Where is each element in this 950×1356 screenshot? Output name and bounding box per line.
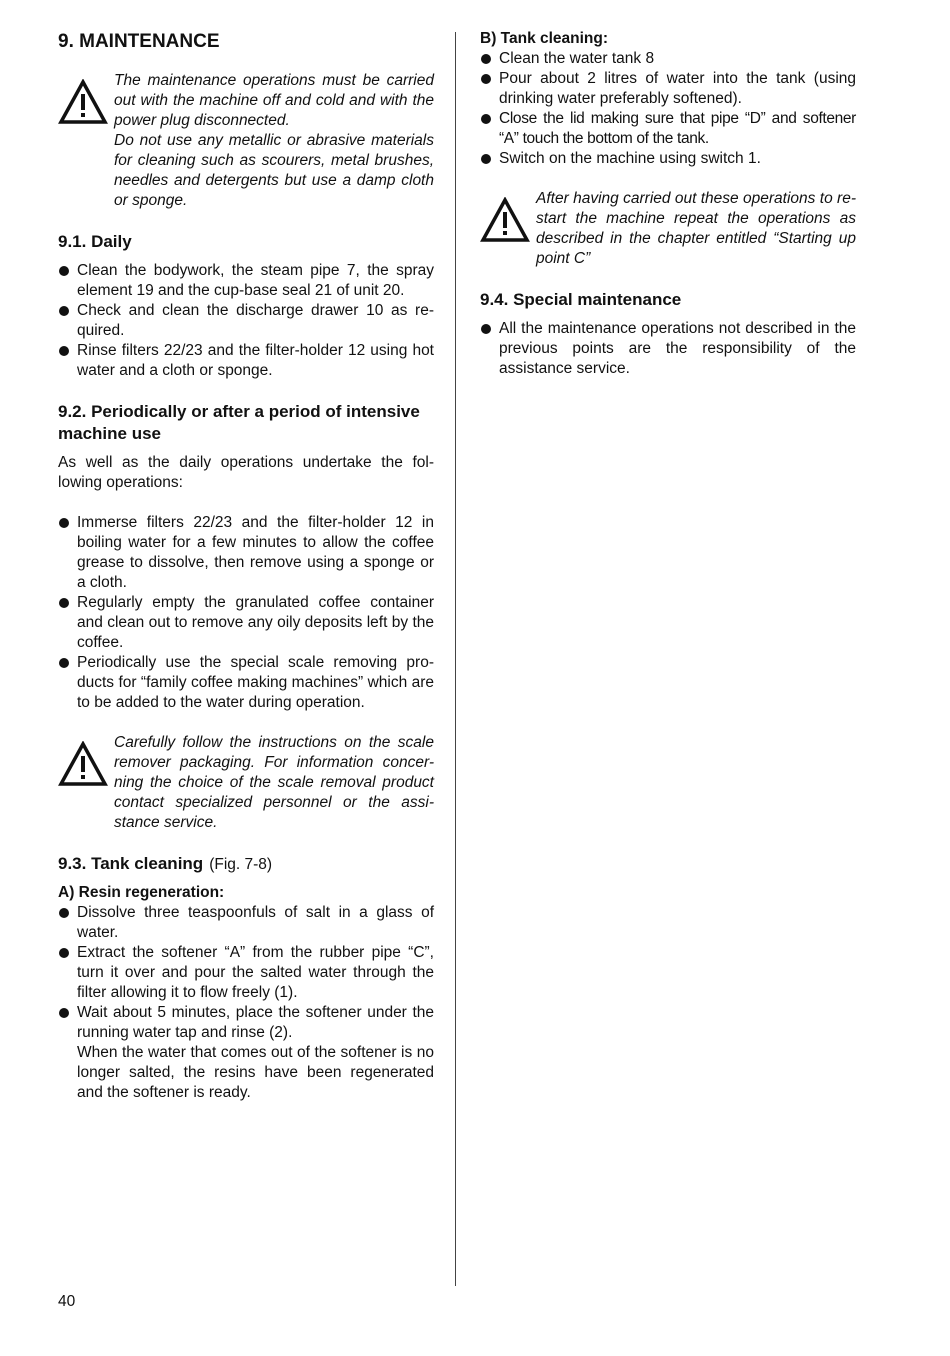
- list-item-text: Dissolve three teaspoonfuls of salt in a glass of water.: [77, 904, 434, 941]
- bullet-dot-icon: [481, 114, 491, 124]
- list-item-text: Regularly empty the granulated coffee container and clean out to remove any oily deposits left by the coffee.: [77, 594, 434, 651]
- column-divider: [455, 32, 456, 1286]
- tank-cleaning-title: B) Tank cleaning:: [480, 30, 609, 47]
- list-item-text: Pour about 2 litres of water into the tank (using drinking water preferably softened).: [499, 70, 856, 107]
- list-item-text: Immerse filters 22/23 and the filter-holder 12 in boiling water for a few minutes to allow the coffee grease to dissolve, then remove using a sponge or a cloth.: [77, 514, 434, 591]
- list-item: [58, 1003, 434, 1103]
- bullet-dot-icon: [481, 154, 491, 164]
- page-number: 40: [58, 1293, 76, 1310]
- warning-line-1: The maintenance operations must be carried out with the machine off and cold and with the power plug disconnected.: [114, 72, 434, 129]
- bullet-dot-icon: [59, 948, 69, 958]
- resin-regeneration-title: A) Resin regeneration:: [58, 884, 225, 901]
- bullet-dot-icon: [59, 598, 69, 608]
- section-93-title-text: 9.3. Tank cleaning: [58, 854, 204, 873]
- list-item-continuation: When the water that comes out of the softener is no longer salted, the resins have been regenerated and the softener is ready.: [77, 1044, 434, 1101]
- list-item: [58, 513, 434, 593]
- list-item: [58, 943, 434, 1003]
- list-item: [480, 149, 856, 169]
- figure-reference: (Fig. 7-8): [209, 856, 273, 873]
- left-column: [58, 28, 434, 1103]
- list-item-text: Switch on the machine using switch 1.: [499, 150, 761, 167]
- warning-triangle-icon: [58, 741, 108, 787]
- section-9-title: 9. MAINTENANCE: [58, 31, 220, 52]
- bullet-dot-icon: [59, 306, 69, 316]
- bullet-dot-icon: [481, 324, 491, 334]
- bullet-dot-icon: [59, 266, 69, 276]
- list-item-text: Periodically use the special scale removing pro-ducts for “family coffee making machines” which are to be added to the water during operation.: [77, 654, 434, 711]
- bullet-dot-icon: [59, 1008, 69, 1018]
- warning-triangle-icon: [480, 197, 530, 243]
- scale-remover-warning-text: Carefully follow the instructions on the scale remover packaging. For information concer-ning the choice of the scale removal product contact specialized personnel or the assi-stance service.: [114, 734, 434, 831]
- section-92-title: 9.2. Periodically or after a period of intensive machine use: [58, 402, 420, 443]
- list-item-text: All the maintenance operations not described in the previous points are the responsibility of the assistance service.: [499, 320, 856, 377]
- restart-warning-text: After having carried out these operations to re-start the machine repeat the operations as described in the chapter entitled “Starting up point C”: [536, 190, 856, 267]
- list-item-text: Close the lid making sure that pipe “D” and softener “A” touch the bottom of the tank.: [499, 110, 856, 147]
- list-item: [58, 341, 434, 381]
- list-item: [58, 301, 434, 341]
- periodic-list: [58, 513, 434, 713]
- list-item-text: Clean the water tank 8: [499, 50, 655, 67]
- list-item-text: Wait about 5 minutes, place the softener under the running water tap and rinse (2).: [77, 1004, 434, 1041]
- resin-regeneration-list: [58, 903, 434, 1103]
- maintenance-warning: [58, 71, 434, 211]
- bullet-dot-icon: [59, 518, 69, 528]
- warning-line-2: Do not use any metallic or abrasive materials for cleaning such as scourers, metal brushes, needles and detergents but use a damp cloth or sponge.: [114, 132, 434, 209]
- warning-triangle-icon: [58, 79, 108, 125]
- daily-list: [58, 261, 434, 381]
- bullet-dot-icon: [59, 908, 69, 918]
- list-item: [480, 49, 856, 69]
- list-item-text: Extract the softener “A” from the rubber pipe “C”, turn it over and pour the salted water through the filter allowing it to flow freely (1).: [77, 944, 434, 1001]
- list-item: [480, 319, 856, 379]
- bullet-dot-icon: [481, 74, 491, 84]
- right-column: [480, 28, 856, 379]
- bullet-dot-icon: [59, 658, 69, 668]
- section-93-title: [58, 853, 434, 876]
- bullet-dot-icon: [59, 346, 69, 356]
- section-91-title: 9.1. Daily: [58, 232, 132, 251]
- section-94-title: 9.4. Special maintenance: [480, 290, 682, 309]
- bullet-dot-icon: [481, 54, 491, 64]
- list-item: [480, 69, 856, 109]
- list-item-text: Rinse filters 22/23 and the filter-holder 12 using hot water and a cloth or sponge.: [77, 342, 434, 379]
- special-maintenance-list: [480, 319, 856, 379]
- list-item: [58, 903, 434, 943]
- tank-cleaning-list: [480, 49, 856, 169]
- maintenance-warning-text: [114, 71, 434, 211]
- list-item: [480, 109, 856, 149]
- section-92-intro: As well as the daily operations undertake the fol-lowing operations:: [58, 454, 434, 491]
- restart-warning: [480, 189, 856, 269]
- list-item: [58, 653, 434, 713]
- list-item: [58, 593, 434, 653]
- list-item-text: Check and clean the discharge drawer 10 as re-quired.: [77, 302, 434, 339]
- list-item-text: Clean the bodywork, the steam pipe 7, the spray element 19 and the cup-base seal 21 of unit 20.: [77, 262, 434, 299]
- list-item: [58, 261, 434, 301]
- scale-remover-warning: [58, 733, 434, 833]
